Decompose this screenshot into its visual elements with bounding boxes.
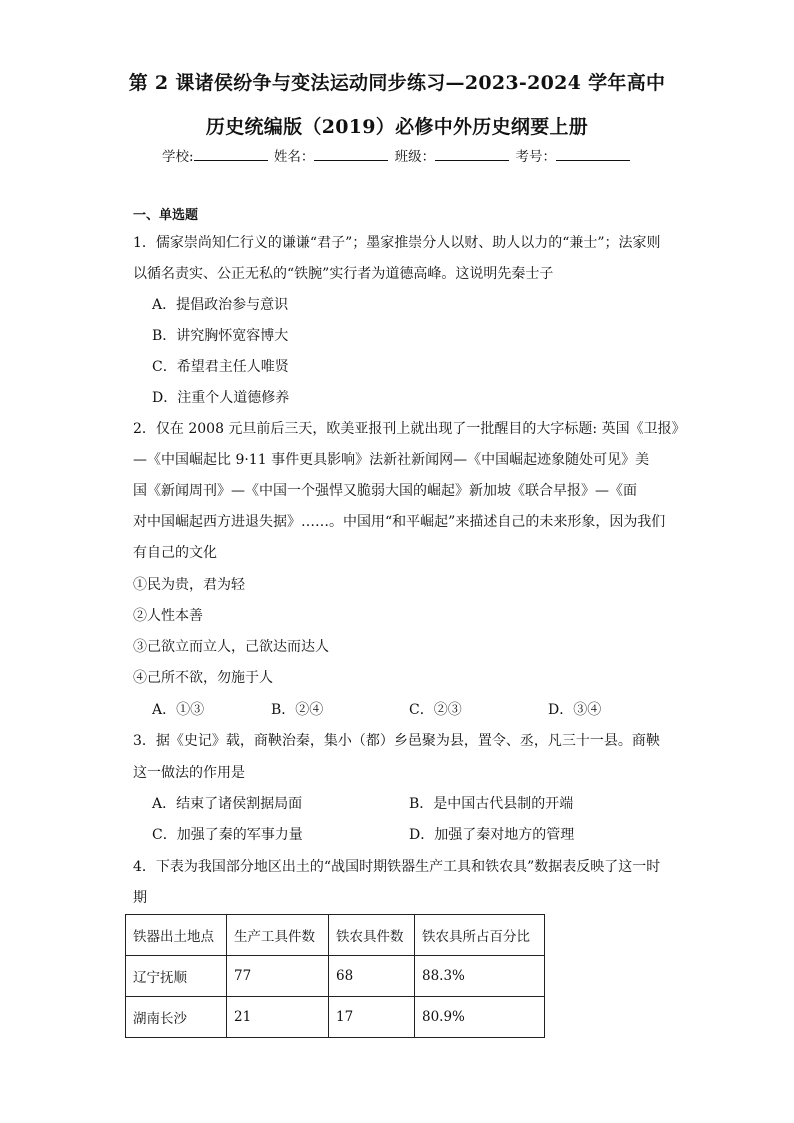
q2-option-b: B．②④ (271, 702, 324, 718)
q4-stem-line2: 期 (133, 890, 147, 906)
document-title-line1: 第 2 课诸侯纷争与变法运动同步练习—2023-2024 学年高中 (128, 72, 666, 94)
name-blank[interactable] (314, 148, 388, 161)
table-row (126, 997, 545, 1038)
table-cell: 湖南长沙 (126, 997, 227, 1038)
q2-item-3: ③己欲立而立人，己欲达而达人 (133, 639, 329, 655)
q1-stem-line2: 以循名责实、公正无私的“铁腕”实行者为道德高峰。这说明先秦士子 (133, 266, 554, 282)
q2-item-1: ①民为贵，君为轻 (133, 577, 245, 593)
q2-item-2: ②人性本善 (133, 608, 203, 624)
table-cell: 68 (329, 956, 415, 997)
q2-option-c: C．②③ (409, 702, 462, 718)
q2-item-4: ④己所不欲，勿施于人 (133, 670, 273, 686)
q1-option-d: D．注重个人道德修养 (152, 390, 290, 406)
q3-option-d: D．加强了秦对地方的管理 (409, 827, 575, 843)
q1-option-a: A．提倡政治参与意识 (152, 297, 289, 313)
table-header-cell: 铁器出土地点 (126, 915, 227, 956)
q2-stem-line1: 2．仅在 2008 元旦前后三天，欧美亚报刊上就出现了一批醒目的大字标题: 英国《卫报》 (133, 421, 686, 437)
section-title: 一、单选题 (133, 208, 199, 223)
table-cell: 21 (227, 997, 329, 1038)
table-header-row (126, 915, 545, 956)
table-header-cell: 铁农具件数 (329, 915, 415, 956)
school-label: 学校: (162, 149, 194, 165)
table-cell: 80.9% (415, 997, 545, 1038)
exam-number-blank[interactable] (556, 148, 630, 161)
student-info-row (0, 145, 794, 165)
iron-tools-table (125, 914, 545, 1038)
table-cell: 辽宁抚顺 (126, 956, 227, 997)
table-cell: 17 (329, 997, 415, 1038)
class-blank[interactable] (435, 148, 509, 161)
exam-number-label: 考号： (515, 149, 556, 165)
q2-option-d: D．③④ (548, 702, 602, 718)
school-blank[interactable] (194, 148, 268, 161)
class-label: 班级： (394, 149, 436, 165)
q1-option-c: C．希望君主任人唯贤 (152, 359, 289, 375)
q3-stem-line2: 这一做法的作用是 (133, 765, 245, 781)
table-header-cell: 铁农具所占百分比 (415, 915, 545, 956)
q2-stem-line4: 对中国崛起西方进退失据》……。中国用“和平崛起”来描述自己的未来形象，因为我们 (133, 514, 666, 530)
document-title-line2: 历史统编版（2019）必修中外历史纲要上册 (205, 116, 589, 138)
q3-stem-line1: 3．据《史记》载，商鞅治秦，集小（都）乡邑聚为县，置令、丞，凡三十一县。商鞅 (133, 733, 660, 749)
q3-option-c: C．加强了秦的军事力量 (152, 827, 303, 843)
table-cell: 77 (227, 956, 329, 997)
q2-stem-line2: —《中国崛起比 9·11 事件更具影响》法新社新闻网—《中国崛起迹象随处可见》美 (133, 452, 650, 468)
q4-stem-line1: 4．下表为我国部分地区出土的“战国时期铁器生产工具和铁农具”数据表反映了这一时 (133, 859, 661, 875)
q2-option-a: A．①③ (152, 702, 205, 718)
q1-option-b: B．讲究胸怀宽容博大 (152, 328, 289, 344)
table-cell: 88.3% (415, 956, 545, 997)
q3-option-a: A．结束了诸侯割据局面 (152, 796, 303, 812)
table-header-cell: 生产工具件数 (227, 915, 329, 956)
q1-stem-line1: 1．儒家崇尚知仁行义的谦谦“君子”；墨家推崇分人以财、助人以力的“兼士”；法家则 (133, 235, 661, 251)
q2-stem-line3: 国《新闻周刊》—《中国一个强悍又脆弱大国的崛起》新加坡《联合早报》—《面 (133, 483, 637, 499)
q3-option-b: B．是中国古代县制的开端 (409, 796, 574, 812)
q2-stem-line5: 有自己的文化 (133, 545, 217, 561)
table-row (126, 956, 545, 997)
name-label: 姓名： (273, 149, 315, 165)
